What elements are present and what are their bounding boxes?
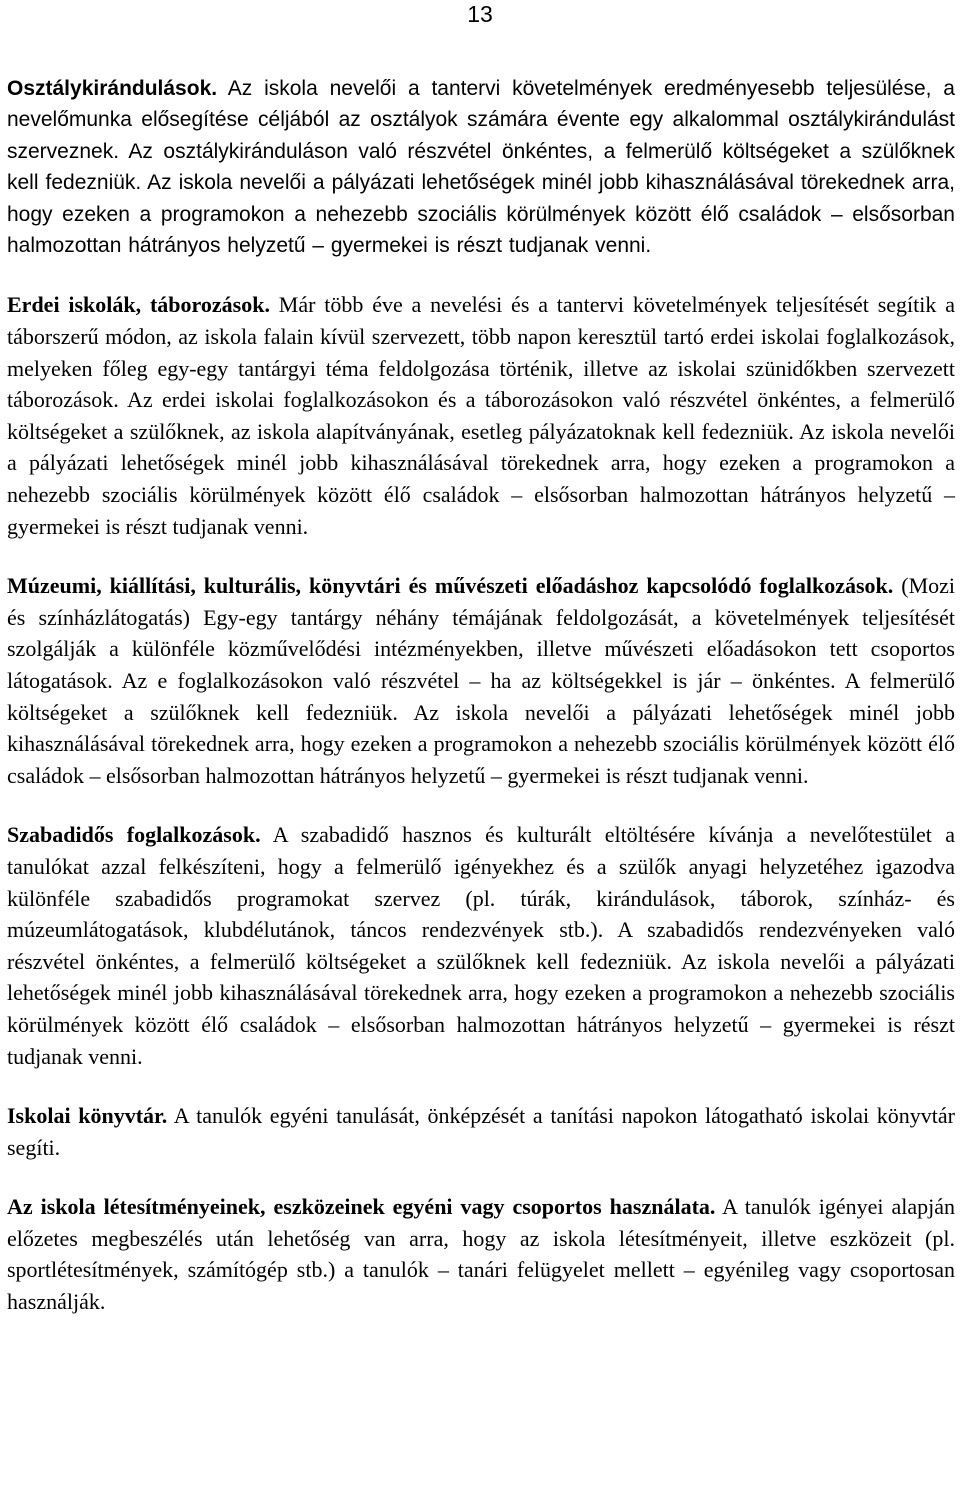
section-text: A szabadidő hasznos és kulturált eltöltésére kívánja a nevelőtestület a tanulókat azzal felkészíteni, hogy a felmerülő igényekhez és a szülők anyagi helyzetéhez igazodva különféle szabadidős programokat szervez (pl. túrák, kirándulások, táborok, színház- és múzeumlátogatások, klubdélutánok, táncos rendezvények stb.). A szabadidős rendezvényeken való részvétel önkéntes, a felmerülő költségeket a szülőknek kell fedezniük. Az iskola nevelői a pályázati lehetőségek minél jobb kihasználásával törekednek arra, hogy ezeken a programokon a nehezebb szociális körülmények között élő családok – elsősorban halmozottan hátrányos helyzetű – gyermekei is részt tudjanak venni. [7, 822, 955, 1069]
document-body [7, 73, 955, 1346]
section-osztalykirandulasok [7, 73, 955, 261]
section-letesitmenyek-hasznalata [7, 1191, 955, 1317]
section-text: Az iskola nevelői a tantervi követelmények eredményesebb teljesülése, a nevelőmunka elősegítése céljából az osztályok számára évente egy alkalommal osztálykirándulást szerveznek. Az osztálykiránduláson való részvétel önkéntes, a felmerülő költségeket a szülőknek kell fedezniük. Az iskola nevelői a pályázati lehetőségek minél jobb kihasználásával törekednek arra, hogy ezeken a programokon a nehezebb szociális körülmények között élő családok – elsősorban halmozottan hátrányos helyzetű – gyermekei is részt tudjanak venni. [7, 77, 955, 258]
section-heading: Az iskola létesítményeinek, eszközeinek egyéni vagy csoportos használata. [7, 1194, 716, 1220]
section-heading: Erdei iskolák, táborozások. [7, 292, 270, 318]
section-heading: Múzeumi, kiállítási, kulturális, könyvtári és művészeti előadáshoz kapcsolódó foglalkozások. [7, 573, 894, 599]
section-heading: Osztálykirándulások. [7, 77, 218, 100]
section-erdei-iskolak [7, 289, 955, 542]
section-text: Már több éve a nevelési és a tantervi követelmények teljesítését segítik a táborszerű módon, az iskola falain kívül szervezett, több napon keresztül tartó erdei iskolai foglalkozások, melyeken főleg egy-egy tantárgyi téma feldolgozása történik, illetve az iskolai szünidőkben szervezett táborozások. Az erdei iskolai foglalkozásokon és a táborozásokon való részvétel önkéntes, a felmerülő költségeket a szülőknek, az iskola alapítványának, esetleg pályázatoknak kell fedezniük. Az iskola nevelői a pályázati lehetőségek minél jobb kihasználásával törekednek arra, hogy ezeken a programokon a nehezebb szociális körülmények között élő családok – elsősorban halmozottan hátrányos helyzetű – gyermekei is részt tudjanak venni. [7, 292, 955, 539]
page-number: 13 [467, 1, 493, 27]
section-heading: Iskolai könyvtár. [7, 1103, 168, 1129]
section-text: A tanulók egyéni tanulását, önképzését a tanítási napokon látogatható iskolai könyvtár segíti. [7, 1103, 955, 1160]
section-text: (Mozi és színházlátogatás) Egy-egy tantárgy néhány témájának feldolgozását, a követelmények teljesítését szolgálják a különféle közművelődési intézményekben, illetve művészeti előadásokon tett csoportos látogatások. Az e foglalkozásokon való részvétel – ha az költségekkel is jár – önkéntes. A felmerülő költségeket a szülőknek kell fedezniük. Az iskola nevelői a pályázati lehetőségek minél jobb kihasználásával törekednek arra, hogy ezeken a programokon a nehezebb szociális körülmények között élő családok – elsősorban halmozottan hátrányos helyzetű – gyermekei is részt tudjanak venni. [7, 573, 956, 788]
section-muzeumi-foglalkozasok [7, 570, 955, 791]
section-text: A tanulók igényei alapján előzetes megbeszélés után lehetőség van arra, hogy az iskola létesítményeit, illetve eszközeit (pl. sportlétesítmények, számítógép stb.) a tanulók – tanári felügyelet mellett – egyénileg vagy csoportosan használják. [7, 1194, 955, 1315]
section-szabadidos-foglalkozasok [7, 819, 955, 1072]
section-iskolai-konyvtar [7, 1100, 955, 1163]
section-heading: Szabadidős foglalkozások. [7, 822, 261, 848]
